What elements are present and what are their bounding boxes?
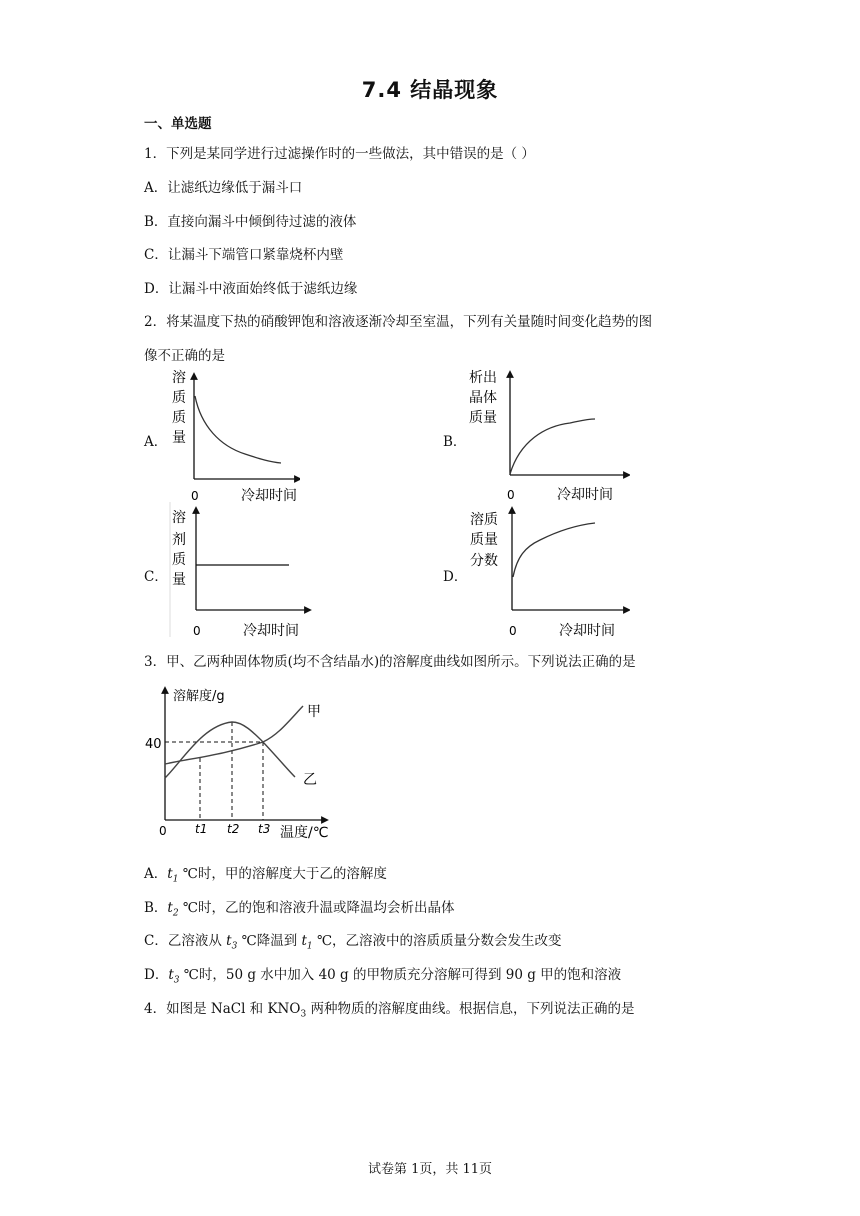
graph-d-ylabel-2: 质量: [470, 532, 498, 548]
graph-a-ylabel-2: 质: [172, 390, 186, 406]
q3-c-sub: 3: [231, 941, 238, 952]
graph-d-curve: [513, 523, 595, 577]
q2-label-a: A．: [144, 434, 168, 450]
graph-c-ylabel-2: 剂: [172, 532, 186, 548]
q3-c-mid: ℃降温到: [237, 933, 302, 949]
q2-graph-b: [465, 366, 630, 506]
graph-b-ylabel-1: 析出: [469, 370, 497, 386]
q4-stem-post: 两种物质的溶解度曲线。根据信息，下列说法正确的是: [306, 1001, 635, 1017]
graph-d-origin: 0: [509, 624, 517, 638]
graph-c-ylabel-4: 量: [172, 572, 186, 588]
graph-c-ylabel-3: 质: [172, 552, 186, 568]
q3-y-tick-40: 40: [145, 737, 162, 752]
graph-a-ylabel-3: 质: [172, 410, 186, 426]
page-title: 7.4 结晶现象: [361, 78, 499, 102]
section-heading: 一、单选题: [144, 116, 212, 132]
q3-d-t: t: [168, 967, 174, 983]
q3-d-post: ℃时，50 g 水中加入 40 g 的甲物质充分溶解可得到 90 g 甲的饱和溶液: [179, 967, 622, 983]
q3-d-pre: D．: [144, 967, 169, 983]
graph-c-ylabel-1: 溶: [172, 510, 186, 526]
q3-c-t2: t: [301, 933, 307, 949]
q2-graph-a: [165, 366, 300, 506]
q3-label-yi: 乙: [303, 772, 317, 788]
q1-option-a: A．让滤纸边缘低于漏斗口: [144, 180, 303, 196]
q3-c-sub2: 1: [306, 941, 313, 952]
q2-label-b: B．: [443, 434, 467, 450]
q3-label-jia: 甲: [307, 704, 321, 720]
q3-tick-t2: t2: [227, 822, 240, 836]
q2-graph-c: [165, 502, 315, 642]
graph-a-xlabel: 冷却时间: [241, 488, 297, 504]
q3-b-sub: 2: [172, 908, 179, 919]
q2-stem-line1: 2．将某温度下热的硝酸钾饱和溶液逐渐冷却至室温，下列有关量随时间变化趋势的图: [144, 314, 653, 330]
graph-b-origin: 0: [507, 488, 515, 502]
graph-d-xlabel: 冷却时间: [559, 623, 615, 639]
q3-origin: 0: [159, 824, 167, 838]
q3-b-post: ℃时，乙的饱和溶液升温或降温均会析出晶体: [178, 900, 455, 916]
graph-b-xlabel: 冷却时间: [557, 487, 613, 503]
q4-stem: [144, 997, 634, 1020]
q3-b-t: t: [167, 900, 173, 916]
q1-stem: 1．下列是某同学进行过滤操作时的一些做法，其中错误的是（ ）: [144, 146, 535, 162]
q3-d-sub: 3: [173, 975, 180, 986]
page-footer: 试卷第 1页，共 11页: [367, 1162, 493, 1177]
graph-c-xlabel: 冷却时间: [243, 623, 299, 639]
graph-c-origin: 0: [193, 624, 201, 638]
q3-a-post: ℃时，甲的溶解度大于乙的溶解度: [178, 866, 387, 882]
q3-b-pre: B．: [144, 900, 168, 916]
q3-xlabel: 温度/℃: [280, 825, 329, 841]
q3-a-t: t: [167, 866, 173, 882]
q3-option-b: [144, 896, 455, 919]
q3-a-pre: A．: [144, 866, 168, 882]
q3-tick-t3: t3: [258, 822, 271, 836]
q3-c-t: t: [226, 933, 232, 949]
q2-graph-d: [465, 502, 630, 642]
q3-solubility-graph: [143, 680, 343, 845]
q3-stem: 3．甲、乙两种固体物质(均不含结晶水)的溶解度曲线如图所示。下列说法正确的是: [144, 654, 636, 670]
graph-b-ylabel-2: 晶体: [469, 390, 497, 406]
q3-curve-jia: [165, 706, 303, 764]
q3-c-post: ℃，乙溶液中的溶质质量分数会发生改变: [312, 933, 562, 949]
q3-option-a: [144, 862, 387, 885]
graph-b-curve: [510, 419, 595, 474]
q2-label-c: C．: [144, 569, 168, 585]
q3-option-d: [144, 963, 621, 986]
graph-a-ylabel-4: 量: [172, 430, 186, 446]
graph-a-origin: 0: [191, 489, 199, 503]
q1-option-d: D．让漏斗中液面始终低于滤纸边缘: [144, 281, 358, 297]
graph-b-ylabel-3: 质量: [469, 410, 497, 426]
graph-a-ylabel-1: 溶: [172, 370, 186, 386]
q4-stem-sub: 3: [300, 1009, 307, 1020]
q2-label-d: D．: [443, 569, 468, 585]
graph-d-ylabel-1: 溶质: [470, 512, 498, 528]
q3-a-sub: 1: [172, 874, 179, 885]
q1-option-c: C．让漏斗下端管口紧靠烧杯内壁: [144, 247, 344, 263]
q3-curve-yi: [165, 722, 295, 778]
q3-c-pre: C．乙溶液从: [144, 933, 227, 949]
q1-option-b: B．直接向漏斗中倾倒待过滤的液体: [144, 214, 357, 230]
graph-a-curve: [195, 396, 281, 463]
graph-d-ylabel-3: 分数: [470, 553, 498, 569]
q3-option-c: [144, 929, 562, 952]
q4-stem-pre: 4．如图是 NaCl 和 KNO: [144, 1001, 301, 1017]
q3-ylabel: 溶解度/g: [173, 689, 225, 704]
q2-stem-line2: 像不正确的是: [144, 348, 225, 364]
q3-tick-t1: t1: [195, 822, 208, 836]
